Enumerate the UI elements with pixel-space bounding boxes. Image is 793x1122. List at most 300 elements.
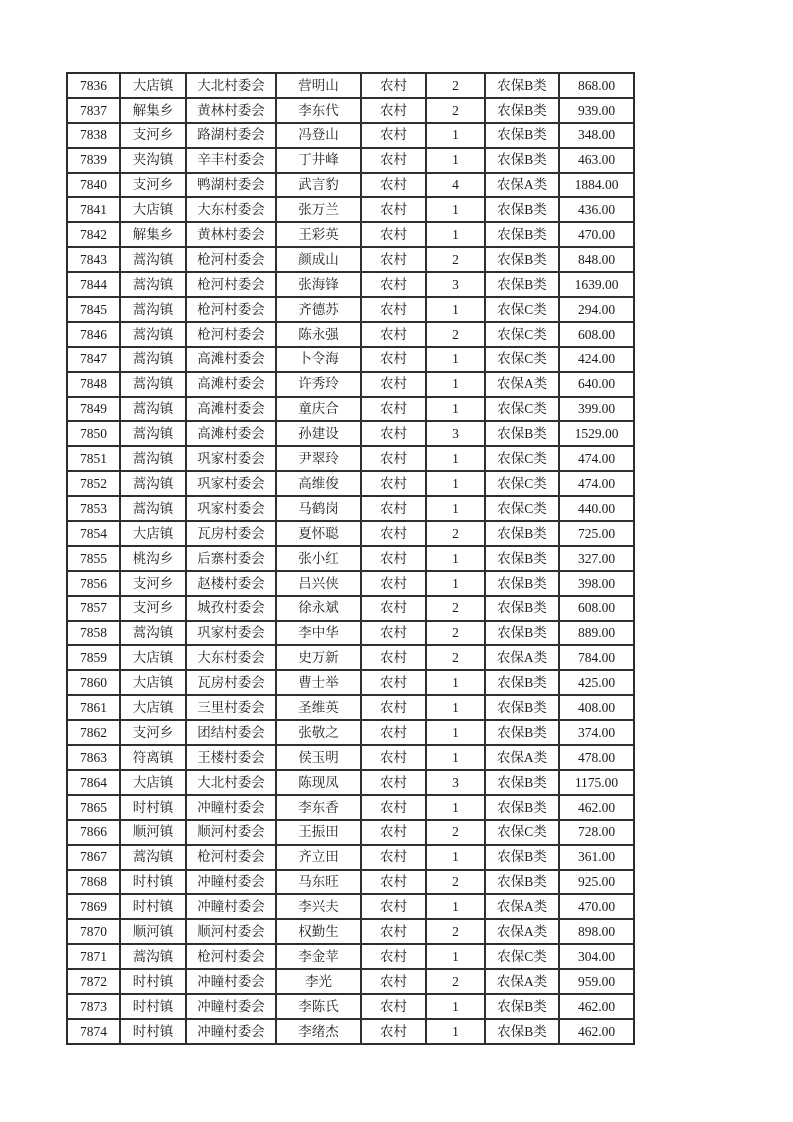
cell-village-committee: 三里村委会 (186, 695, 276, 720)
cell-insurance-category: 农保B类 (485, 845, 559, 870)
cell-town: 蒿沟镇 (120, 247, 186, 272)
cell-serial-number: 7872 (67, 969, 120, 994)
table-row (67, 471, 634, 496)
cell-residence-type: 农村 (361, 1019, 426, 1044)
cell-serial-number: 7869 (67, 894, 120, 919)
cell-residence-type: 农村 (361, 446, 426, 471)
cell-serial-number: 7840 (67, 173, 120, 198)
cell-person-count: 1 (426, 197, 485, 222)
table-row (67, 919, 634, 944)
cell-amount: 374.00 (559, 720, 634, 745)
table-row (67, 845, 634, 870)
cell-person-count: 1 (426, 222, 485, 247)
cell-person-count: 1 (426, 944, 485, 969)
cell-town: 蒿沟镇 (120, 397, 186, 422)
cell-village-committee: 巩家村委会 (186, 496, 276, 521)
cell-residence-type: 农村 (361, 247, 426, 272)
cell-amount: 784.00 (559, 645, 634, 670)
table-row (67, 596, 634, 621)
cell-amount: 440.00 (559, 496, 634, 521)
table-row (67, 969, 634, 994)
cell-person-count: 1 (426, 571, 485, 596)
cell-amount: 889.00 (559, 621, 634, 646)
cell-amount: 925.00 (559, 870, 634, 895)
cell-village-committee: 枪河村委会 (186, 297, 276, 322)
cell-serial-number: 7843 (67, 247, 120, 272)
cell-town: 蒿沟镇 (120, 347, 186, 372)
cell-amount: 470.00 (559, 894, 634, 919)
cell-residence-type: 农村 (361, 969, 426, 994)
cell-person-name: 李东香 (276, 795, 361, 820)
table-row (67, 347, 634, 372)
table-row (67, 421, 634, 446)
cell-insurance-category: 农保C类 (485, 347, 559, 372)
cell-town: 蒿沟镇 (120, 471, 186, 496)
cell-insurance-category: 农保A类 (485, 969, 559, 994)
cell-person-name: 徐永斌 (276, 596, 361, 621)
table-row (67, 222, 634, 247)
cell-village-committee: 巩家村委会 (186, 471, 276, 496)
table-row (67, 98, 634, 123)
cell-person-count: 1 (426, 372, 485, 397)
cell-insurance-category: 农保C类 (485, 397, 559, 422)
cell-village-committee: 冲瞳村委会 (186, 795, 276, 820)
cell-insurance-category: 农保B类 (485, 994, 559, 1019)
cell-amount: 728.00 (559, 820, 634, 845)
cell-insurance-category: 农保B类 (485, 770, 559, 795)
cell-person-name: 齐德苏 (276, 297, 361, 322)
cell-person-name: 齐立田 (276, 845, 361, 870)
cell-person-count: 1 (426, 397, 485, 422)
table-row (67, 820, 634, 845)
table-row (67, 795, 634, 820)
cell-person-name: 孙建设 (276, 421, 361, 446)
cell-amount: 470.00 (559, 222, 634, 247)
cell-village-committee: 巩家村委会 (186, 621, 276, 646)
cell-village-committee: 城孜村委会 (186, 596, 276, 621)
cell-insurance-category: 农保B类 (485, 795, 559, 820)
table-row (67, 645, 634, 670)
cell-residence-type: 农村 (361, 720, 426, 745)
cell-town: 大店镇 (120, 770, 186, 795)
cell-insurance-category: 农保C类 (485, 944, 559, 969)
cell-amount: 348.00 (559, 123, 634, 148)
cell-amount: 959.00 (559, 969, 634, 994)
cell-residence-type: 农村 (361, 421, 426, 446)
cell-person-count: 1 (426, 446, 485, 471)
cell-person-count: 2 (426, 969, 485, 994)
cell-residence-type: 农村 (361, 397, 426, 422)
cell-person-name: 李陈氏 (276, 994, 361, 1019)
cell-person-name: 王振田 (276, 820, 361, 845)
cell-town: 蒿沟镇 (120, 496, 186, 521)
cell-person-name: 丁井峰 (276, 148, 361, 173)
cell-insurance-category: 农保A类 (485, 919, 559, 944)
cell-person-name: 曹士举 (276, 670, 361, 695)
cell-person-name: 马鹤岗 (276, 496, 361, 521)
cell-serial-number: 7865 (67, 795, 120, 820)
cell-town: 蒿沟镇 (120, 446, 186, 471)
cell-town: 大店镇 (120, 73, 186, 98)
cell-person-name: 尹翠玲 (276, 446, 361, 471)
cell-amount: 425.00 (559, 670, 634, 695)
cell-town: 支河乡 (120, 596, 186, 621)
cell-insurance-category: 农保B类 (485, 73, 559, 98)
cell-serial-number: 7839 (67, 148, 120, 173)
cell-person-count: 3 (426, 770, 485, 795)
cell-person-name: 李东代 (276, 98, 361, 123)
cell-town: 蒿沟镇 (120, 621, 186, 646)
cell-person-count: 2 (426, 521, 485, 546)
cell-serial-number: 7850 (67, 421, 120, 446)
cell-person-name: 许秀玲 (276, 372, 361, 397)
cell-person-count: 3 (426, 421, 485, 446)
cell-residence-type: 农村 (361, 695, 426, 720)
cell-serial-number: 7844 (67, 272, 120, 297)
cell-residence-type: 农村 (361, 571, 426, 596)
cell-person-name: 李光 (276, 969, 361, 994)
cell-residence-type: 农村 (361, 546, 426, 571)
table-row (67, 546, 634, 571)
cell-serial-number: 7838 (67, 123, 120, 148)
cell-person-name: 卜令海 (276, 347, 361, 372)
cell-insurance-category: 农保B类 (485, 870, 559, 895)
cell-residence-type: 农村 (361, 870, 426, 895)
cell-town: 大店镇 (120, 521, 186, 546)
cell-residence-type: 农村 (361, 98, 426, 123)
cell-amount: 474.00 (559, 471, 634, 496)
cell-town: 时村镇 (120, 1019, 186, 1044)
cell-person-name: 颜成山 (276, 247, 361, 272)
cell-village-committee: 王楼村委会 (186, 745, 276, 770)
cell-residence-type: 农村 (361, 944, 426, 969)
table-row (67, 148, 634, 173)
insurance-roster-table (66, 72, 635, 1045)
cell-residence-type: 农村 (361, 845, 426, 870)
table-row (67, 521, 634, 546)
cell-town: 支河乡 (120, 123, 186, 148)
cell-person-count: 2 (426, 596, 485, 621)
cell-person-count: 2 (426, 98, 485, 123)
cell-village-committee: 冲瞳村委会 (186, 870, 276, 895)
cell-residence-type: 农村 (361, 148, 426, 173)
cell-person-count: 1 (426, 496, 485, 521)
cell-person-count: 1 (426, 670, 485, 695)
cell-residence-type: 农村 (361, 994, 426, 1019)
cell-person-count: 1 (426, 720, 485, 745)
cell-serial-number: 7858 (67, 621, 120, 646)
cell-residence-type: 农村 (361, 322, 426, 347)
cell-town: 蒿沟镇 (120, 845, 186, 870)
cell-person-count: 1 (426, 123, 485, 148)
cell-person-name: 吕兴侠 (276, 571, 361, 596)
cell-serial-number: 7853 (67, 496, 120, 521)
cell-person-name: 营明山 (276, 73, 361, 98)
cell-insurance-category: 农保A类 (485, 645, 559, 670)
cell-village-committee: 枪河村委会 (186, 272, 276, 297)
cell-village-committee: 黄林村委会 (186, 98, 276, 123)
cell-village-committee: 辛丰村委会 (186, 148, 276, 173)
table-row (67, 272, 634, 297)
cell-village-committee: 冲瞳村委会 (186, 969, 276, 994)
cell-person-count: 1 (426, 148, 485, 173)
cell-insurance-category: 农保B类 (485, 197, 559, 222)
cell-serial-number: 7852 (67, 471, 120, 496)
cell-serial-number: 7836 (67, 73, 120, 98)
table-row (67, 670, 634, 695)
cell-amount: 462.00 (559, 795, 634, 820)
cell-village-committee: 后寨村委会 (186, 546, 276, 571)
cell-person-count: 2 (426, 919, 485, 944)
cell-serial-number: 7867 (67, 845, 120, 870)
cell-town: 蒿沟镇 (120, 322, 186, 347)
cell-amount: 725.00 (559, 521, 634, 546)
cell-insurance-category: 农保C类 (485, 820, 559, 845)
table-row (67, 322, 634, 347)
cell-town: 蒿沟镇 (120, 421, 186, 446)
cell-town: 蒿沟镇 (120, 372, 186, 397)
cell-serial-number: 7868 (67, 870, 120, 895)
table-row (67, 571, 634, 596)
cell-town: 解集乡 (120, 98, 186, 123)
cell-serial-number: 7866 (67, 820, 120, 845)
cell-town: 时村镇 (120, 870, 186, 895)
cell-insurance-category: 农保A类 (485, 372, 559, 397)
cell-amount: 848.00 (559, 247, 634, 272)
cell-insurance-category: 农保B类 (485, 148, 559, 173)
cell-amount: 1175.00 (559, 770, 634, 795)
cell-village-committee: 大北村委会 (186, 770, 276, 795)
cell-insurance-category: 农保A类 (485, 173, 559, 198)
cell-village-committee: 路湖村委会 (186, 123, 276, 148)
cell-town: 大店镇 (120, 670, 186, 695)
cell-serial-number: 7856 (67, 571, 120, 596)
cell-serial-number: 7870 (67, 919, 120, 944)
cell-amount: 408.00 (559, 695, 634, 720)
cell-insurance-category: 农保B类 (485, 621, 559, 646)
table-row (67, 944, 634, 969)
cell-village-committee: 枪河村委会 (186, 322, 276, 347)
table-row (67, 894, 634, 919)
cell-insurance-category: 农保B类 (485, 98, 559, 123)
cell-amount: 1884.00 (559, 173, 634, 198)
cell-serial-number: 7874 (67, 1019, 120, 1044)
table-row (67, 73, 634, 98)
cell-serial-number: 7851 (67, 446, 120, 471)
cell-serial-number: 7854 (67, 521, 120, 546)
cell-person-name: 权勤生 (276, 919, 361, 944)
cell-person-count: 1 (426, 894, 485, 919)
cell-amount: 608.00 (559, 322, 634, 347)
cell-village-committee: 巩家村委会 (186, 446, 276, 471)
cell-serial-number: 7841 (67, 197, 120, 222)
cell-person-count: 2 (426, 247, 485, 272)
cell-town: 符离镇 (120, 745, 186, 770)
cell-amount: 868.00 (559, 73, 634, 98)
cell-town: 支河乡 (120, 571, 186, 596)
table-row (67, 397, 634, 422)
cell-insurance-category: 农保B类 (485, 596, 559, 621)
cell-amount: 327.00 (559, 546, 634, 571)
cell-person-name: 马东旺 (276, 870, 361, 895)
cell-residence-type: 农村 (361, 795, 426, 820)
cell-residence-type: 农村 (361, 197, 426, 222)
cell-town: 桃沟乡 (120, 546, 186, 571)
cell-amount: 399.00 (559, 397, 634, 422)
cell-amount: 294.00 (559, 297, 634, 322)
cell-insurance-category: 农保B类 (485, 546, 559, 571)
cell-village-committee: 顺河村委会 (186, 919, 276, 944)
cell-person-count: 3 (426, 272, 485, 297)
cell-person-count: 2 (426, 820, 485, 845)
cell-residence-type: 农村 (361, 521, 426, 546)
cell-serial-number: 7837 (67, 98, 120, 123)
cell-amount: 474.00 (559, 446, 634, 471)
table-row (67, 297, 634, 322)
cell-person-count: 2 (426, 645, 485, 670)
table-row (67, 496, 634, 521)
table-row (67, 695, 634, 720)
cell-serial-number: 7862 (67, 720, 120, 745)
cell-serial-number: 7849 (67, 397, 120, 422)
cell-residence-type: 农村 (361, 471, 426, 496)
cell-insurance-category: 农保B类 (485, 571, 559, 596)
cell-village-committee: 高滩村委会 (186, 372, 276, 397)
table-row (67, 870, 634, 895)
cell-village-committee: 瓦房村委会 (186, 521, 276, 546)
cell-insurance-category: 农保B类 (485, 1019, 559, 1044)
cell-person-count: 2 (426, 73, 485, 98)
cell-amount: 608.00 (559, 596, 634, 621)
cell-residence-type: 农村 (361, 73, 426, 98)
cell-residence-type: 农村 (361, 123, 426, 148)
cell-insurance-category: 农保B类 (485, 222, 559, 247)
cell-insurance-category: 农保C类 (485, 322, 559, 347)
cell-serial-number: 7871 (67, 944, 120, 969)
cell-town: 夹沟镇 (120, 148, 186, 173)
cell-person-count: 1 (426, 994, 485, 1019)
cell-serial-number: 7864 (67, 770, 120, 795)
cell-town: 支河乡 (120, 173, 186, 198)
cell-person-name: 夏怀聪 (276, 521, 361, 546)
cell-insurance-category: 农保B类 (485, 247, 559, 272)
cell-person-count: 1 (426, 347, 485, 372)
cell-town: 顺河镇 (120, 919, 186, 944)
cell-village-committee: 黄林村委会 (186, 222, 276, 247)
table-row (67, 173, 634, 198)
cell-residence-type: 农村 (361, 670, 426, 695)
cell-residence-type: 农村 (361, 496, 426, 521)
cell-person-name: 武言豹 (276, 173, 361, 198)
cell-residence-type: 农村 (361, 173, 426, 198)
cell-serial-number: 7845 (67, 297, 120, 322)
cell-village-committee: 高滩村委会 (186, 421, 276, 446)
cell-person-name: 李中华 (276, 621, 361, 646)
cell-village-committee: 枪河村委会 (186, 247, 276, 272)
cell-person-count: 1 (426, 297, 485, 322)
cell-amount: 1529.00 (559, 421, 634, 446)
cell-person-name: 陈现凤 (276, 770, 361, 795)
cell-serial-number: 7859 (67, 645, 120, 670)
cell-serial-number: 7861 (67, 695, 120, 720)
cell-insurance-category: 农保C类 (485, 496, 559, 521)
cell-amount: 398.00 (559, 571, 634, 596)
cell-amount: 304.00 (559, 944, 634, 969)
cell-village-committee: 枪河村委会 (186, 944, 276, 969)
cell-residence-type: 农村 (361, 820, 426, 845)
cell-village-committee: 鸭湖村委会 (186, 173, 276, 198)
table-row (67, 994, 634, 1019)
cell-residence-type: 农村 (361, 222, 426, 247)
cell-town: 大店镇 (120, 695, 186, 720)
cell-insurance-category: 农保B类 (485, 695, 559, 720)
table-row (67, 446, 634, 471)
cell-person-name: 张小红 (276, 546, 361, 571)
cell-insurance-category: 农保B类 (485, 720, 559, 745)
cell-insurance-category: 农保A类 (485, 745, 559, 770)
cell-village-committee: 冲瞳村委会 (186, 894, 276, 919)
cell-village-committee: 大北村委会 (186, 73, 276, 98)
cell-person-count: 2 (426, 621, 485, 646)
cell-person-name: 李金苹 (276, 944, 361, 969)
cell-person-count: 4 (426, 173, 485, 198)
cell-residence-type: 农村 (361, 645, 426, 670)
cell-person-name: 史万新 (276, 645, 361, 670)
cell-town: 时村镇 (120, 894, 186, 919)
table-row (67, 197, 634, 222)
cell-person-count: 1 (426, 745, 485, 770)
table-row (67, 123, 634, 148)
cell-person-name: 李绪杰 (276, 1019, 361, 1044)
cell-person-count: 1 (426, 845, 485, 870)
cell-insurance-category: 农保B类 (485, 670, 559, 695)
cell-serial-number: 7848 (67, 372, 120, 397)
cell-residence-type: 农村 (361, 745, 426, 770)
cell-residence-type: 农村 (361, 894, 426, 919)
cell-insurance-category: 农保B类 (485, 421, 559, 446)
cell-village-committee: 枪河村委会 (186, 845, 276, 870)
cell-town: 大店镇 (120, 645, 186, 670)
cell-person-count: 1 (426, 795, 485, 820)
cell-amount: 640.00 (559, 372, 634, 397)
cell-town: 大店镇 (120, 197, 186, 222)
cell-insurance-category: 农保B类 (485, 521, 559, 546)
cell-insurance-category: 农保C类 (485, 297, 559, 322)
cell-town: 蒿沟镇 (120, 944, 186, 969)
cell-person-name: 张海锋 (276, 272, 361, 297)
cell-serial-number: 7857 (67, 596, 120, 621)
cell-serial-number: 7873 (67, 994, 120, 1019)
cell-village-committee: 冲瞳村委会 (186, 994, 276, 1019)
cell-amount: 463.00 (559, 148, 634, 173)
cell-village-committee: 赵楼村委会 (186, 571, 276, 596)
cell-town: 解集乡 (120, 222, 186, 247)
cell-amount: 361.00 (559, 845, 634, 870)
cell-person-name: 侯玉明 (276, 745, 361, 770)
cell-amount: 436.00 (559, 197, 634, 222)
cell-amount: 478.00 (559, 745, 634, 770)
cell-residence-type: 农村 (361, 297, 426, 322)
table-row (67, 247, 634, 272)
cell-town: 蒿沟镇 (120, 297, 186, 322)
cell-insurance-category: 农保A类 (485, 894, 559, 919)
cell-village-committee: 大东村委会 (186, 197, 276, 222)
cell-insurance-category: 农保C类 (485, 471, 559, 496)
cell-serial-number: 7842 (67, 222, 120, 247)
cell-serial-number: 7846 (67, 322, 120, 347)
cell-amount: 1639.00 (559, 272, 634, 297)
cell-town: 时村镇 (120, 795, 186, 820)
